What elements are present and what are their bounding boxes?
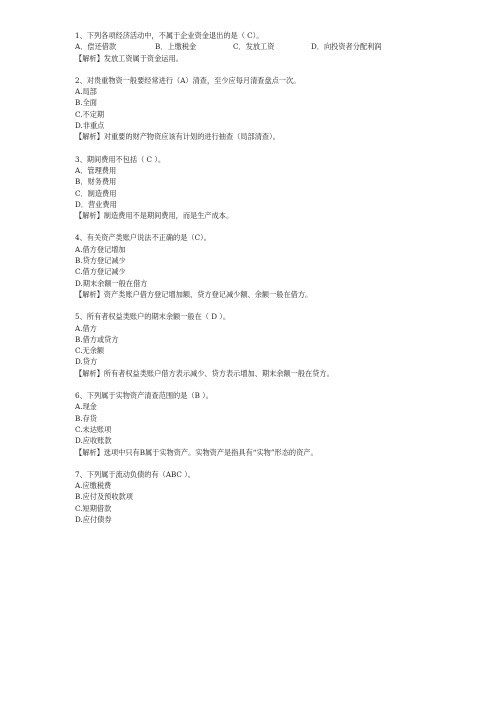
option-c: C．制造费用 [75,188,117,198]
question-stem: 4、有关资产类账户说法不正确的是（C）。 [75,233,211,243]
option-b: B．上缴税金 [155,42,197,52]
option-a: A.现金 [75,402,97,412]
option-d: D.期末余额一般在借方 [75,278,148,288]
question-stem: 5、所有者权益类账户的期末余额一般在（ D ）。 [75,312,231,322]
analysis: 【解析】资产类账户借方登记增加额、贷方登记减少额、余额一般在借方。 [75,289,313,299]
option-a: A.局部 [75,87,97,97]
option-d: D.应收账款 [75,436,112,446]
document-page [75,30,475,525]
option-a: A.借方 [75,323,97,333]
option-d: D.应付债券 [75,514,112,524]
question-stem: 3、期间费用不包括（ C ）。 [75,154,166,164]
option-b: B.贷方登记减少 [75,256,126,266]
option-c: C.无余额 [75,346,105,356]
option-row [75,41,475,52]
question-3 [75,154,475,222]
option-c: C.借方登记减少 [75,267,126,277]
question-stem: 6、下列属于实物资产清查范围的是（B ）。 [75,391,213,401]
question-5 [75,311,475,379]
question-4 [75,232,475,300]
question-stem: 2、对贵重物资一般要经常进行（A）清查，至少应每月清查盘点一次。 [75,75,301,85]
option-d: D.非重点 [75,121,105,131]
option-b: B．财务费用 [75,177,117,187]
analysis: 【解析】对重要的财产物资应该有计划的进行抽查（局部清查）。 [75,132,280,142]
option-b: B.全面 [75,98,97,108]
option-b: B.应付及预收款项 [75,492,133,502]
option-c: C．发放工资 [233,42,275,52]
option-a: A．偿还借款 [75,42,117,52]
option-b: B.存货 [75,413,97,423]
option-b: B.借方或贷方 [75,334,119,344]
option-d: D．向投资者分配利润 [311,42,382,52]
question-6 [75,390,475,458]
option-c: C.短期借款 [75,503,112,513]
option-c: C.不定期 [75,109,105,119]
analysis: 【解析】选项中只有B属于实物资产。实物资产是指具有“实物”形态的资产。 [75,447,318,457]
option-d: D．营业费用 [75,199,117,209]
option-a: A.借方登记增加 [75,244,126,254]
question-stem: 1、下列各项经济活动中，不属于企业资金退出的是（ C）。 [75,31,264,40]
option-a: A．管理费用 [75,165,117,175]
analysis: 【解析】所有者权益类账户借方表示减少、贷方表示增加、期末余额一般在贷方。 [75,368,334,378]
analysis: 【解析】发放工资属于资金运用。 [75,53,183,63]
option-a: A.应缴税费 [75,481,112,491]
option-d: D.贷方 [75,357,98,367]
question-1 [75,30,475,64]
question-7 [75,469,475,525]
option-c: C.未达账项 [75,424,112,434]
analysis: 【解析】制造费用不是期间费用，而是生产成本。 [75,211,234,221]
question-2 [75,75,475,143]
question-stem: 7、下列属于流动负债的有（ABC ）。 [75,469,195,479]
